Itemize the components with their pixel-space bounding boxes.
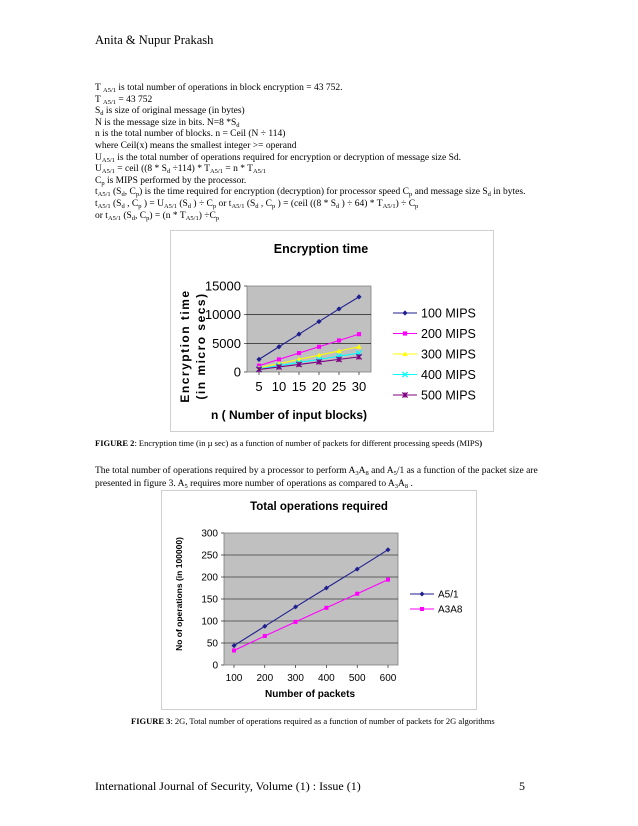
- page-footer: [95, 779, 525, 794]
- text-line: $U_{A5/1}$ = ceil ($(8 * S_d \div 114) * T_{A5/1} = n * T_{A5/1}$: [95, 164, 266, 176]
- legend-entry: [393, 348, 476, 362]
- x-tick-label: 200: [256, 673, 274, 684]
- page-number: 5: [519, 779, 525, 793]
- legend-label: A3A8: [438, 604, 463, 616]
- encryption-time-chart-frame: [170, 230, 494, 432]
- text-line: $t_{A5/1}$ ($S_d$, $C_p$) is the time required for encryption (decryption) for processor speed $C_p$ and message size $S_d$ in bytes.: [95, 187, 526, 199]
- x-tick-label: 600: [379, 673, 397, 684]
- legend-entry: [393, 389, 476, 403]
- text-line: $t_{A5/1}$ ($S_d$ , $C_p$ ) = $U_{A5/1}$ ($S_d$ ) ÷ $C_p$ or $t_{A5/1}$ ($S_d$ , $C_p$ ) = (ceil (($8 * S_d$ ) ÷ $64) * T_{A5/1}) \div C_p$: [95, 198, 419, 210]
- legend-marker: [402, 310, 407, 315]
- legend-label: 200 MIPS: [421, 327, 476, 341]
- text-line: T $_{A5/1}$ = 43 752: [95, 94, 153, 106]
- figure2-caption: FIGURE 2: Encryption time (in µ sec) as a function of number of packets for different processing speeds (MIPS): [95, 438, 483, 448]
- x-tick-label: 300: [287, 673, 304, 684]
- data-point: [297, 351, 301, 355]
- plot-area: [247, 286, 371, 372]
- text-line: $C_p$ is MIPS performed by the processor.: [95, 175, 247, 187]
- legend-label: 300 MIPS: [421, 347, 476, 362]
- y-tick-label: 0: [212, 660, 218, 672]
- text-line: T $_{A5/1}$ is total number of operations in block encryption = 43 752.: [95, 83, 343, 94]
- data-point: [294, 620, 298, 624]
- y-tick-label: 0: [233, 364, 241, 380]
- body-paragraph: The total number of operations required by a processor to perform $A_3A_8$ and $A_5/1$ as a function of the packet size are presented in figure 3. $A_5$ requires more number of operations as compared to $A_3A_8$ .: [95, 466, 538, 490]
- x-tick-label: 10: [271, 379, 287, 394]
- y-tick-label: 15000: [204, 278, 241, 294]
- figure3-caption: FIGURE 3: 2G, Total number of operations required as a function of number of packets for 2G algorithms: [131, 716, 495, 726]
- x-tick-label: 500: [348, 673, 366, 684]
- text-line: or $t_{A5/1}$ ($S_d$, $C_p) = (n * T_{A5/1}) \div C_p$: [95, 210, 220, 222]
- x-tick-label: 25: [331, 379, 347, 394]
- data-point: [386, 578, 390, 582]
- legend-label: 500 MIPS: [421, 388, 476, 403]
- y-tick-label: 100: [201, 616, 218, 628]
- y-axis-label-line2: (in micro secs): [194, 292, 208, 400]
- data-point: [277, 357, 281, 361]
- legend-entry: [393, 307, 476, 321]
- legend-label: 100 MIPS: [421, 306, 476, 321]
- x-axis-label: n ( Number of input blocks): [211, 408, 367, 422]
- text-line: $S_d$ is size of original message (in bytes): [95, 106, 245, 118]
- legend-marker: [420, 607, 424, 611]
- text-line: N is the message size in bits. N=8 $*S_d$: [95, 117, 240, 129]
- y-tick-label: 5000: [212, 335, 241, 351]
- legend-entry: [410, 590, 459, 601]
- journal-name: International Journal of Security, Volume (1) : Issue (1): [95, 779, 361, 793]
- body-text: [95, 83, 555, 222]
- text-line: $U_{A5/1}$ is the total number of operations required for encryption or decryption of message size Sd.: [95, 152, 461, 164]
- total-operations-chart-frame: [161, 490, 477, 710]
- y-tick-label: 250: [201, 550, 218, 562]
- y-tick-label: 10000: [204, 307, 241, 323]
- x-tick-label: 15: [291, 379, 307, 394]
- x-tick-label: 100: [225, 673, 243, 684]
- y-tick-label: 150: [201, 594, 218, 606]
- data-point: [357, 332, 361, 336]
- encryption-time-chart: [171, 231, 493, 431]
- data-point: [324, 606, 328, 610]
- data-point: [317, 345, 321, 349]
- legend-label: A5/1: [438, 589, 459, 601]
- legend-entry: [410, 605, 463, 616]
- x-axis-label: Number of packets: [264, 689, 356, 700]
- chart-title: Encryption time: [273, 242, 369, 256]
- y-tick-label: 300: [201, 528, 218, 540]
- legend-marker: [420, 592, 425, 597]
- legend-entry: [393, 368, 476, 382]
- y-axis-label: No of operations (in 100000): [174, 537, 184, 651]
- x-tick-label: 30: [351, 379, 367, 394]
- running-header: Anita & Nupur Prakash: [95, 33, 214, 47]
- legend-marker: [403, 331, 407, 335]
- legend-label: 400 MIPS: [421, 368, 476, 382]
- data-point: [355, 592, 359, 596]
- total-operations-chart: [162, 491, 476, 709]
- text-line: n is the total number of blocks. n = Ceil (N ÷ 114): [95, 129, 286, 140]
- legend-entry: [393, 327, 476, 341]
- x-tick-label: 400: [318, 673, 335, 684]
- y-tick-label: 50: [206, 638, 218, 650]
- y-tick-label: 200: [201, 572, 218, 584]
- chart-title: Total operations required: [250, 501, 388, 513]
- text-line: where Ceil(x) means the smallest integer >= operand: [95, 140, 297, 151]
- y-axis-label-line1: Encryption time: [178, 289, 192, 403]
- data-point: [263, 634, 267, 638]
- x-tick-label: 5: [255, 379, 263, 394]
- data-point: [232, 648, 236, 652]
- x-tick-label: 20: [311, 379, 327, 394]
- data-point: [337, 338, 341, 342]
